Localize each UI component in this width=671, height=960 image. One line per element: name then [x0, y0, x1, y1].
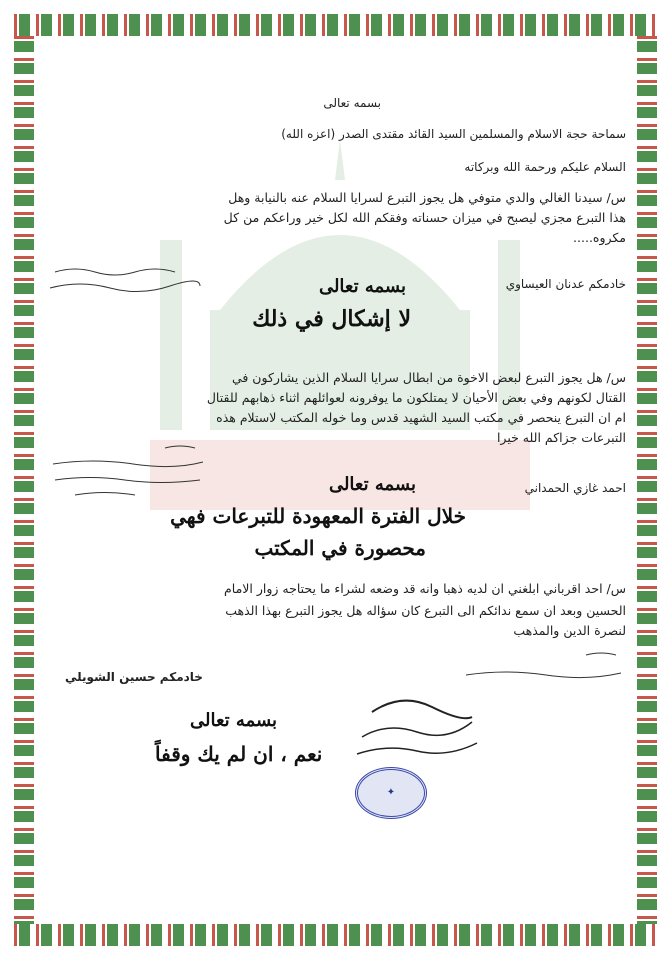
- answer-1-handwriting: [45, 262, 205, 294]
- greeting-line: السلام عليكم ورحمة الله وبركاته: [464, 160, 626, 174]
- answer-2-line-2: محصورة في المكتب: [254, 536, 426, 560]
- fatwa-document: [45, 60, 626, 920]
- seal-icon: ✦: [386, 787, 396, 798]
- decorative-border-left: [14, 36, 34, 924]
- decorative-border-bottom: [14, 924, 657, 946]
- decorative-border-top: [14, 14, 657, 36]
- question-3-line-2: الحسين وبعد ان سمع ندائكم الى التبرع كان سؤاله هل يجوز التبرع بهذا الذهب: [225, 603, 626, 618]
- question-2-line-2: القتال لكونهم وفي بعض الأحيان لا يمتلكون ما يوفرونه لعوائلهم اثناء ذهابهم للقتال: [206, 390, 626, 405]
- answer-3-basmala: بسمه تعالى: [190, 710, 278, 731]
- signature-icon: [352, 692, 482, 762]
- question-2-line-1: س/ هل يجوز التبرع لبعض الاخوة من ابطال سرايا السلام الذين يشاركون في: [231, 370, 626, 385]
- answer-1-text: لا إشكال في ذلك: [252, 306, 411, 332]
- question-3-line-1: س/ احد اقرباني ابلغني ان لديه ذهبا وانه قد وضعه لشراء ما يحتاجه زوار الامام: [224, 581, 626, 596]
- question-2-sender: احمد غازي الحمداني: [524, 481, 626, 495]
- answer-1-basmala: بسمه تعالى: [318, 276, 406, 297]
- question-1-line-1: س/ سيدنا الغالي والدي متوفي هل يجوز التبرع لسرايا السلام عنه بالنيابة وهل: [228, 190, 626, 205]
- office-seal-stamp: [355, 767, 427, 819]
- answer-3-text: نعم ، ان لم يك وقفاً: [155, 742, 323, 766]
- answer-2-basmala: بسمه تعالى: [328, 474, 416, 495]
- question-1-line-2: هذا التبرع مجزي ليصبح في ميزان حسناته وفقكم الله لكل خير وراعكم من كل: [223, 210, 626, 225]
- addressee-line: سماحة حجة الاسلام والمسلمين السيد القائد مقتدى الصدر (اعزه الله): [281, 127, 626, 141]
- answer-3-handwriting: [456, 645, 626, 690]
- question-1-line-3: مكروه.....: [573, 230, 626, 245]
- answer-2-line-1: خلال الفترة المعهودة للتبرعات فهي: [170, 504, 466, 528]
- header-basmala: بسمه تعالى: [323, 96, 381, 110]
- question-2-line-4: التبرعات جزاكم الله خيرا: [496, 430, 626, 445]
- question-2-line-3: ام ان التبرع ينحصر في مكتب السيد الشهيد قدس وما خوله المكتب لاستلام هذه: [216, 410, 626, 425]
- question-3-line-3: لنصرة الدين والمذهب: [513, 623, 626, 638]
- question-3-sender: خادمكم حسين الشويلي: [65, 670, 203, 684]
- question-1-sender: خادمكم عدنان العيساوي: [505, 277, 626, 291]
- decorative-border-right: [637, 36, 657, 924]
- answer-2-handwriting: [45, 440, 205, 500]
